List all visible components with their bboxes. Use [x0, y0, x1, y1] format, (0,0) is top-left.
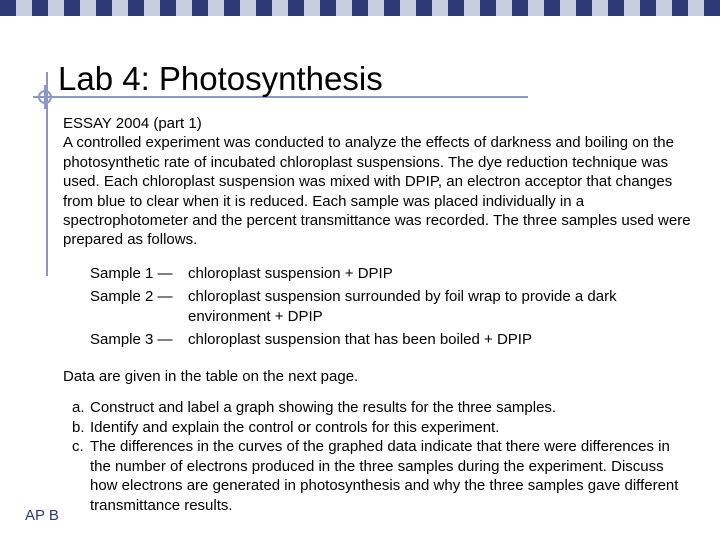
question-label: c. — [72, 438, 84, 455]
question-item — [72, 437, 692, 515]
sample-description: chloroplast suspension surrounded by foil wrap to provide a dark environment + DPIP — [188, 288, 617, 325]
essay-heading: ESSAY 2004 (part 1) — [63, 115, 202, 132]
sample-label: Sample 3 — — [90, 331, 173, 348]
sample-description: chloroplast suspension + DPIP — [188, 265, 393, 282]
data-note: Data are given in the table on the next page. — [63, 368, 359, 385]
sample-label: Sample 1 — — [90, 265, 173, 282]
question-label: a. — [72, 399, 85, 416]
question-text: The differences in the curves of the graphed data indicate that there were differences in the number of electrons produced in the three samples during the experiment. Discuss how electrons are generated in photosynthesis and why the three samples gave different transmittance results. — [90, 438, 679, 514]
question-text: Identify and explain the control or controls for this experiment. — [90, 418, 500, 436]
crosshair-icon — [32, 84, 58, 110]
sample-description: chloroplast suspension that has been boiled + DPIP — [188, 331, 532, 348]
page-title: Lab 4: Photosynthesis — [58, 60, 383, 97]
question-item — [72, 398, 692, 418]
question-label: b. — [72, 418, 85, 436]
footer-label: AP B — [25, 507, 59, 524]
essay-prompt — [63, 114, 693, 250]
sample-item — [90, 264, 690, 284]
question-item — [72, 418, 692, 438]
question-list — [72, 398, 692, 515]
sample-label: Sample 2 — — [90, 288, 173, 305]
question-text: Construct and label a graph showing the results for the three samples. — [90, 399, 557, 416]
sample-list — [90, 264, 690, 353]
header-checker-band — [0, 0, 720, 16]
essay-body: A controlled experiment was conducted to analyze the effects of darkness and boiling on the photosynthetic rate of incubated chloroplast suspensions. The dye reduction technique was used. Each chloroplast suspension was mixed with DPIP, an electron acceptor that changes from blue to clear when it is reduced. Each sample was placed individually in a spectrophotometer and the percent transmittance was recorded. The three samples used were prepared as follows. — [63, 134, 691, 249]
sample-item — [90, 330, 690, 350]
sample-item — [90, 287, 690, 327]
